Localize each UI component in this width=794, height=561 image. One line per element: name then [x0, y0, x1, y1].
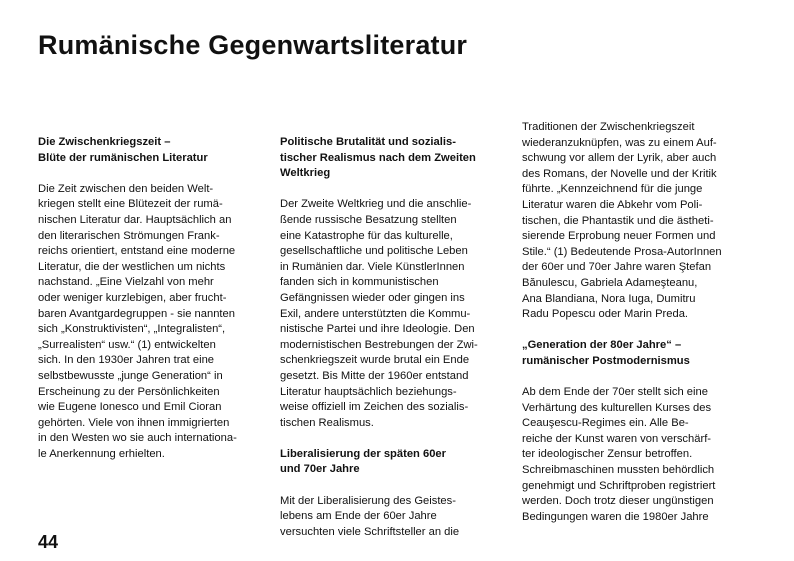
- text-column-2: [280, 135, 502, 540]
- paragraph-line: schwung vor allem der Lyrik, aber auch: [522, 152, 717, 165]
- paragraph-line: werden. Doch trotz dieser ungünstigen: [522, 495, 714, 508]
- body-paragraph: [38, 182, 260, 463]
- paragraph-line: den literarischen Strömungen Frank-: [38, 229, 220, 242]
- paragraph-line: modernistischen Bestrebungen der Zwi-: [280, 338, 478, 351]
- paragraph-line: gehörten. Viele von ihnen immigrierten: [38, 416, 230, 429]
- paragraph-line: versuchten viele Schriftsteller an die: [280, 525, 460, 538]
- paragraph-line: Stile.“ (1) Bedeutende Prosa-AutorInnen: [522, 245, 722, 258]
- text-column-3: [522, 120, 744, 525]
- paragraph-line: selbstbewusste „junge Generation“ in: [38, 369, 223, 382]
- body-paragraph: [522, 385, 744, 525]
- paragraph-line: reiche der Kunst waren von verschärf-: [522, 432, 712, 445]
- paragraph-line: schenkriegszeit wurde brutal ein Ende: [280, 354, 470, 367]
- paragraph-line: Bănulescu, Gabriela Adameşteanu,: [522, 276, 698, 289]
- block-spacer: [280, 431, 502, 447]
- paragraph-line: weise offiziell im Zeichen des sozialis-: [280, 401, 469, 414]
- paragraph-line: Der Zweite Weltkrieg und die anschlie-: [280, 198, 472, 211]
- heading-line: Politische Brutalität und sozialis-: [280, 136, 456, 148]
- paragraph-line: Die Zeit zwischen den beiden Welt-: [38, 182, 214, 195]
- paragraph-line: Exil, andere unterstützten die Kommu-: [280, 307, 471, 320]
- heading-line: rumänischer Postmodernismus: [522, 354, 690, 367]
- paragraph-line: nischen Literatur dar. Hauptsächlich an: [38, 213, 232, 226]
- paragraph-line: Ab dem Ende der 70er stellt sich eine: [522, 386, 708, 399]
- paragraph-line: in den Westen wo sie auch internationa-: [38, 432, 237, 445]
- heading-line: Blüte der rumänischen Literatur: [38, 151, 208, 164]
- block-spacer: [38, 166, 260, 182]
- heading-line: Die Zwischenkriegszeit –: [38, 136, 171, 148]
- paragraph-line: gesetzt. Bis Mitte der 1960er entstand: [280, 369, 469, 382]
- paragraph-line: des Romans, der Novelle und der Kritik: [522, 167, 717, 180]
- page-title: Rumänische Gegenwartsliteratur: [38, 30, 468, 60]
- paragraph-line: nistische Partei und ihre Ideologie. Den: [280, 323, 475, 336]
- body-paragraph: [522, 120, 744, 323]
- paragraph-line: Schreibmaschinen mussten behördlich: [522, 464, 715, 477]
- paragraph-line: ßende russische Besatzung stellten: [280, 213, 457, 226]
- heading-line: Liberalisierung der späten 60er: [280, 447, 447, 460]
- paragraph-line: sierende Erprobung neuer Formen und: [522, 230, 716, 243]
- paragraph-line: baren Avantgardegruppen - sie nannten: [38, 307, 235, 320]
- paragraph-line: tischen, die Phantastik und die ästheti-: [522, 214, 714, 227]
- section-heading: [38, 135, 260, 166]
- paragraph-line: lebens am Ende der 60er Jahre: [280, 510, 437, 523]
- body-paragraph: [280, 494, 502, 541]
- section-heading: [280, 135, 502, 182]
- paragraph-line: führte. „Kennzeichnend für die junge: [522, 183, 703, 196]
- heading-line: tischer Realismus nach dem Zweiten: [280, 151, 476, 164]
- paragraph-line: eine Katastrophe für das kulturelle,: [280, 229, 453, 242]
- block-spacer: [522, 370, 744, 386]
- text-column-1: [38, 135, 260, 462]
- paragraph-line: fanden sich in kommunistischen: [280, 276, 439, 289]
- paragraph-line: Gefängnissen wieder oder gingen ins: [280, 291, 465, 304]
- paragraph-line: le Anerkennung erhielten.: [38, 447, 165, 460]
- page-number: 44: [38, 532, 59, 552]
- paragraph-line: kriegen stellt eine Blütezeit der rumä-: [38, 198, 223, 211]
- paragraph-line: tischen Realismus.: [280, 416, 374, 429]
- section-heading: [280, 447, 502, 478]
- body-paragraph: [280, 197, 502, 431]
- paragraph-line: Literatur hauptsächlich beziehungs-: [280, 385, 457, 398]
- paragraph-line: Radu Popescu oder Marin Preda.: [522, 308, 689, 321]
- paragraph-line: Verhärtung des kulturellen Kurses des: [522, 401, 712, 414]
- paragraph-line: Mit der Liberalisierung des Geistes-: [280, 494, 456, 507]
- section-heading: [522, 338, 744, 369]
- paragraph-line: ter ideologischer Zensur betroffen.: [522, 448, 693, 461]
- paragraph-line: nachstand. „Eine Vielzahl von mehr: [38, 276, 214, 289]
- block-spacer: [522, 323, 744, 339]
- paragraph-line: „Surrealisten“ usw.“ (1) entwickelten: [38, 338, 216, 351]
- heading-line: und 70er Jahre: [280, 463, 360, 476]
- paragraph-line: Traditionen der Zwischenkriegszeit: [522, 121, 695, 133]
- block-spacer: [280, 478, 502, 494]
- paragraph-line: reichs orientiert, entstand eine moderne: [38, 245, 236, 258]
- paragraph-line: sich. In den 1930er Jahren trat eine: [38, 354, 215, 367]
- paragraph-line: oder weniger kurzlebigen, aber frucht-: [38, 291, 227, 304]
- paragraph-line: sich „Konstruktivisten“, „Integralisten“,: [38, 323, 226, 336]
- paragraph-line: Ceauşescu-Regimes ein. Alle Be-: [522, 417, 689, 430]
- paragraph-line: Literatur, die der westlichen um nichts: [38, 260, 226, 273]
- paragraph-line: wie Eugene Ionesco und Emil Cioran: [38, 401, 222, 414]
- block-spacer: [280, 182, 502, 198]
- paragraph-line: Erscheinung zu der Persönlichkeiten: [38, 385, 220, 398]
- paragraph-line: Ana Blandiana, Nora Iuga, Dumitru: [522, 292, 696, 305]
- heading-line: Weltkrieg: [280, 167, 331, 180]
- heading-line: „Generation der 80er Jahre“ –: [522, 339, 682, 352]
- paragraph-line: gesellschaftliche und politische Leben: [280, 245, 468, 258]
- paragraph-line: genehmigt und Schriftproben registriert: [522, 479, 716, 492]
- paragraph-line: in Rumänien dar. Viele KünstlerInnen: [280, 260, 465, 273]
- paragraph-line: Literatur waren die Abkehr vom Poli-: [522, 198, 703, 211]
- paragraph-line: Bedingungen waren die 1980er Jahre: [522, 510, 709, 523]
- paragraph-line: wiederanzuknüpfen, was zu einem Auf-: [522, 136, 717, 149]
- paragraph-line: der 60er und 70er Jahre waren Ştefan: [522, 261, 712, 274]
